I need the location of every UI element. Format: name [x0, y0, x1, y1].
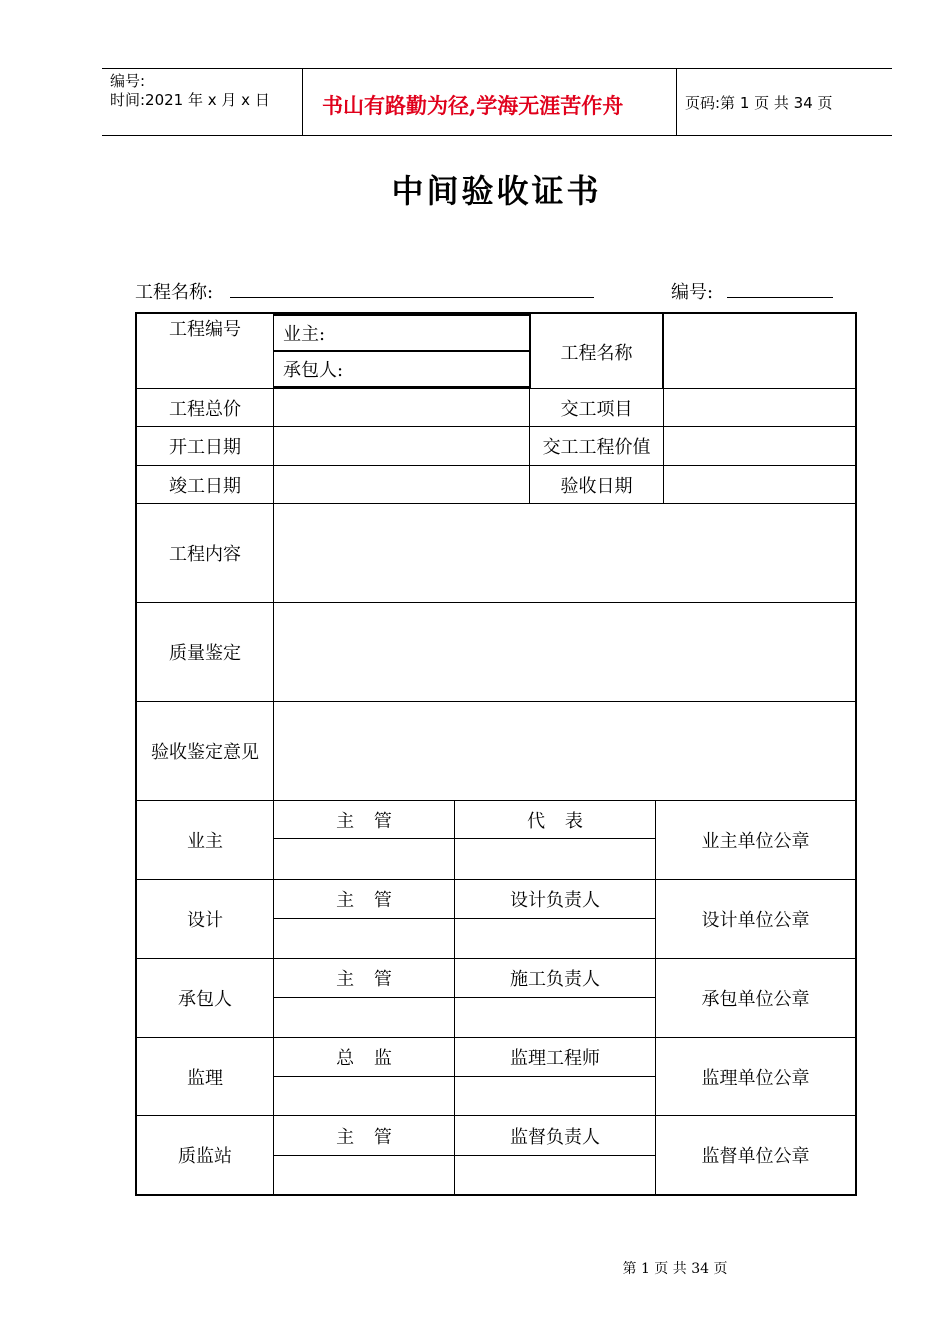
project-name-value[interactable] [664, 316, 855, 388]
content-label: 工程内容 [169, 544, 241, 565]
acceptance-date-value[interactable] [664, 466, 855, 503]
quality-value[interactable] [274, 603, 855, 701]
sign-col2: 设计负责人 [510, 890, 600, 911]
completion-date-label: 竣工日期 [169, 475, 241, 497]
header-top-rule [102, 68, 892, 69]
seal-label: 监理单位公章 [701, 1067, 810, 1089]
sign-col2: 施工负责人 [510, 969, 600, 990]
handover-value-value[interactable] [664, 427, 855, 465]
table-rule [273, 1155, 655, 1156]
sign-col1: 主 管 [336, 969, 392, 990]
sign-party: 设计 [187, 910, 223, 931]
header-bottom-rule [102, 135, 892, 136]
sign-party: 业主 [187, 831, 223, 852]
content-value[interactable] [274, 504, 855, 602]
number-label: 编号: [671, 282, 714, 303]
table-border-bottom [135, 1194, 857, 1196]
page-info: 页码:第 1 页 共 34 页 [685, 94, 833, 112]
document-title: 中间验收证书 [391, 172, 602, 210]
sign-party: 质监站 [178, 1146, 232, 1167]
header-divider-1 [302, 68, 303, 136]
time-label: 时间:2021 年 x 月 x 日 [110, 91, 270, 109]
table-border-right [855, 312, 857, 1196]
sign-col1: 主 管 [336, 1126, 392, 1148]
sign-col1: 主 管 [336, 890, 392, 911]
sign-col2: 监督负责人 [510, 1126, 600, 1148]
seal-label: 设计单位公章 [701, 910, 810, 931]
owner-label: 业主: [283, 324, 326, 345]
project-name-cell-label: 工程名称 [560, 343, 633, 364]
table-rule [273, 838, 655, 839]
header-motto: 书山有路勤为径,学海无涯苦作舟 [322, 93, 624, 118]
opinion-label: 验收鉴定意见 [151, 742, 259, 763]
doc-number-label: 编号: [110, 72, 146, 90]
number-field[interactable] [727, 297, 833, 298]
project-name-field[interactable] [230, 297, 594, 298]
contractor-label: 承包人: [283, 360, 344, 381]
total-price-value[interactable] [274, 389, 529, 426]
sign-party: 承包人 [178, 989, 232, 1010]
quality-label: 质量鉴定 [169, 643, 241, 664]
sign-col2: 监理工程师 [510, 1048, 600, 1069]
handover-value-label: 交工工程价值 [542, 437, 651, 458]
start-date-value[interactable] [274, 427, 529, 465]
page-footer: 第 1 页 共 34 页 [622, 1261, 728, 1277]
sign-col2: 代 表 [527, 810, 583, 832]
seal-label: 承包单位公章 [701, 989, 810, 1010]
project-name-label: 工程名称: [135, 282, 214, 303]
seal-label: 监督单位公章 [701, 1146, 810, 1167]
sign-col1: 总 监 [336, 1048, 392, 1069]
header-divider-2 [676, 68, 677, 136]
completion-date-value[interactable] [274, 466, 529, 503]
start-date-label: 开工日期 [169, 437, 241, 458]
total-price-label: 工程总价 [169, 398, 241, 420]
handover-item-label: 交工项目 [560, 398, 633, 420]
project-no-label: 工程编号 [169, 319, 241, 340]
acceptance-date-label: 验收日期 [560, 475, 633, 497]
table-rule [273, 386, 529, 388]
table-rule [273, 1076, 655, 1077]
opinion-value[interactable] [274, 702, 855, 800]
sign-party: 监理 [187, 1067, 223, 1089]
table-rule [273, 997, 655, 998]
handover-item-value[interactable] [664, 389, 855, 426]
seal-label: 业主单位公章 [701, 831, 810, 852]
table-rule [273, 918, 655, 919]
sign-col1: 主 管 [336, 810, 392, 832]
